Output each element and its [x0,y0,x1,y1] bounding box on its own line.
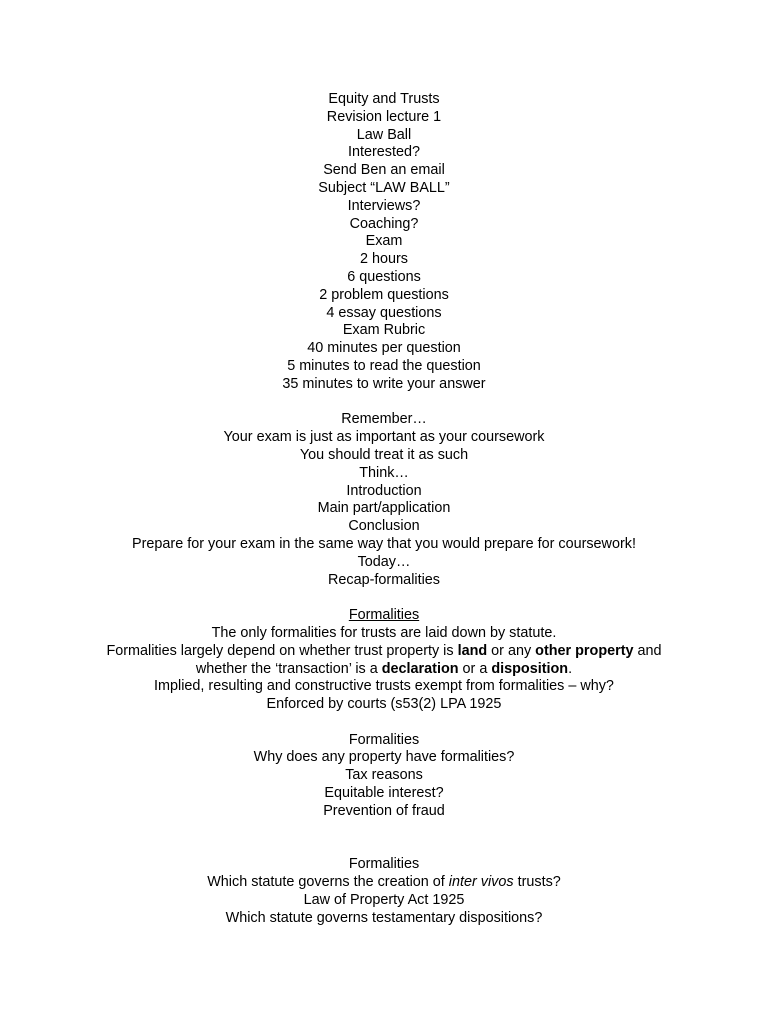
text-line: Law of Property Act 1925 [303,891,465,908]
text-run: Which statute governs the creation of [207,874,449,891]
text-line: Send Ben an email [323,162,445,179]
section-heading: Formalities [348,731,420,748]
text-line: Which statute governs testamentary dispositions? [225,909,543,926]
text-run: . [568,660,573,677]
text-line: Enforced by courts (s53(2) LPA 1925 [266,696,502,713]
bold-term: other property [535,642,634,659]
text-line: Exam Rubric [342,322,426,339]
text-line: Subject “LAW BALL” [318,179,450,196]
text-line: 2 problem questions [319,286,449,303]
text-line: Interested? [347,144,420,161]
text-run: or a [458,660,492,677]
text-line [0,874,768,892]
text-line: Implied, resulting and constructive trusts exempt from formalities – why? [154,678,614,695]
text-run: Formalities largely depend on whether trust property is [106,642,458,659]
section-heading [0,607,768,625]
spacer [0,821,768,857]
text-line: You should treat it as such [299,446,469,463]
text-line: 6 questions [347,268,421,285]
text-line: Remember… [341,411,427,428]
doc-subtitle: Revision lecture 1 [326,108,442,125]
text-line: Recap-formalities [328,571,440,588]
spacer [0,394,768,412]
text-line: The only formalities for trusts are laid down by statute. [211,624,557,641]
section-heading: Formalities [348,856,420,873]
text-line: Prepare for your exam in the same way that you would prepare for coursework! [132,535,636,552]
text-run: whether the ‘transaction’ is a [195,660,382,677]
document-page [0,91,768,927]
text-line: Interviews? [347,197,421,214]
text-line: Main part/application [317,500,451,517]
bold-term: declaration [381,660,459,677]
text-line: Prevention of fraud [323,802,445,819]
text-run: and [633,642,662,659]
text-line [0,643,768,661]
spacer [0,714,768,732]
text-line: 2 hours [360,251,408,268]
spacer [0,589,768,607]
doc-title: Equity and Trusts [328,91,440,107]
text-line: Today… [357,553,411,570]
text-line: 4 essay questions [326,304,442,321]
text-line: Law Ball [356,126,412,143]
bold-term: disposition [491,660,569,677]
text-line: 5 minutes to read the question [287,357,481,374]
text-line: Equitable interest? [324,785,444,802]
text-line: Your exam is just as important as your coursework [223,429,545,446]
text-run: or any [487,642,536,659]
bold-term: land [457,642,488,659]
text-line: Coaching? [349,215,419,232]
text-line: Conclusion [348,518,420,535]
text-line: Tax reasons [345,767,423,784]
italic-term: inter vivos [448,874,514,891]
text-line: Introduction [346,482,422,499]
text-line: 35 minutes to write your answer [282,375,486,392]
section-heading-text: Formalities [348,607,420,624]
text-line [0,661,768,679]
text-run: trusts? [513,874,561,891]
text-line: 40 minutes per question [307,340,461,357]
text-line: Exam [365,233,403,250]
text-line: Think… [359,464,409,481]
text-line: Why does any property have formalities? [253,749,515,766]
